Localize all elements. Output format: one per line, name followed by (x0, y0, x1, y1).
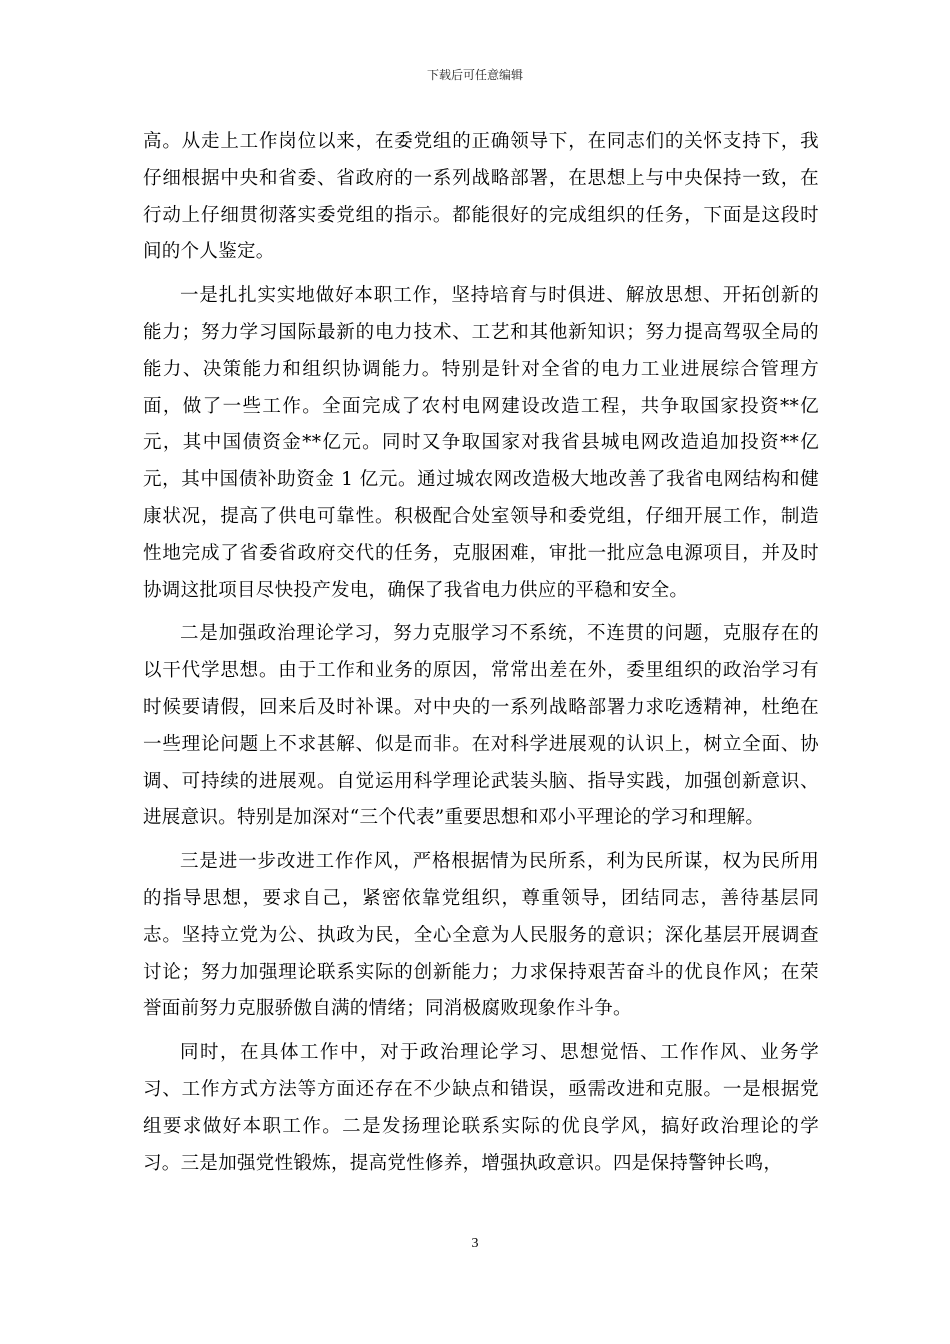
paragraph-three: 三是进一步改进工作作风，严格根据情为民所系，利为民所谋，权为民所用的指导思想，要求自己，紧密依靠党组织，尊重领导，团结同志，善待基层同志。坚持立党为公、执政为民，全心全意为人民服务的意识；深化基层开展调查讨论；努力加强理论联系实际的创新能力；力求保持艰苦奋斗的优良作风；在荣誉面前努力克服骄傲自满的情绪；同消极腐败现象作斗争。 (143, 851, 819, 1020)
paragraph-continuation: 高。从走上工作岗位以来，在委党组的正确领导下，在同志们的关怀支持下，我仔细根据中央和省委、省政府的一系列战略部署，在思想上与中央保持一致，在行动上仔细贯彻落实委党组的指示。都能很好的完成组织的任务，下面是这段时间的个人鉴定。 (143, 131, 819, 263)
paragraph-four: 同时，在具体工作中，对于政治理论学习、思想觉悟、工作作风、业务学习、工作方式方法等方面还存在不少缺点和错误，亟需改进和克服。一是根据党组要求做好本职工作。二是发扬理论联系实际的优良学风，搞好政治理论的学习。三是加强党性锻炼，提高党性修养，增强执政意识。四是保持警钟长鸣， (143, 1042, 819, 1174)
page-header: 下载后可任意编辑 (426, 68, 523, 82)
paragraph-one: 一是扎扎实实地做好本职工作，坚持培育与时俱进、解放思想、开拓创新的能力；努力学习国际最新的电力技术、工艺和其他新知识；努力提高驾驭全局的能力、决策能力和组织协调能力。特别是针对全省的电力工业进展综合管理方面，做了一些工作。全面完成了农村电网建设改造工程，共争取国家投资**亿元，其中国债资金**亿元。同时又争取国家对我省县城电网改造追加投资**亿元，其中国债补助资金 1 亿元。通过城农网改造极大地改善了我省电网结构和健康状况，提高了供电可靠性。积极配合处室领导和委党组，仔细开展工作，制造性地完成了省委省政府交代的任务，克服困难，审批一批应急电源项目，并及时协调这批项目尽快投产发电，确保了我省电力供应的平稳和安全。 (143, 285, 819, 601)
document-body (143, 124, 819, 1189)
paragraph-two: 二是加强政治理论学习，努力克服学习不系统，不连贯的问题，克服存在的以干代学思想。由于工作和业务的原因，常常出差在外，委里组织的政治学习有时候要请假，回来后及时补课。对中央的一系列战略部署力求吃透精神，杜绝在一些理论问题上不求甚解、似是而非。在对科学进展观的认识上，树立全面、协调、可持续的进展观。自觉运用科学理论武装头脑、指导实践，加强创新意识、进展意识。特别是加深对“三个代表”重要思想和邓小平理论的学习和理解。 (143, 623, 819, 829)
page-number: 3 (471, 1236, 479, 1251)
